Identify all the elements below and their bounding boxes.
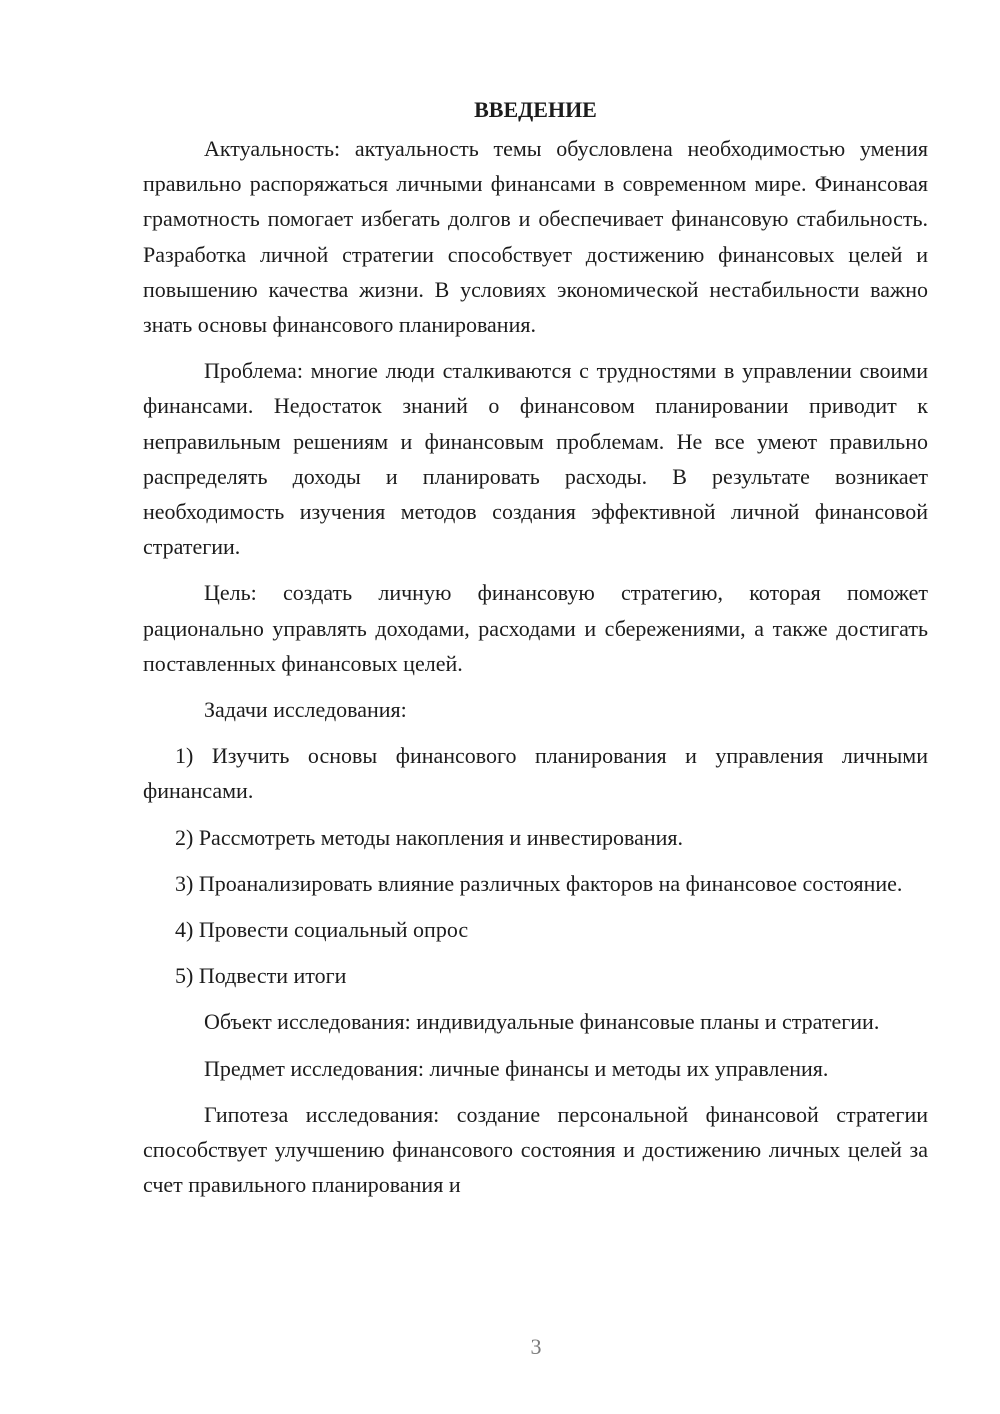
list-item: 2) Рассмотреть методы накопления и инвестирования.	[175, 824, 683, 850]
list-item: 1) Изучить основы финансового планирования и управления личными финансами.	[143, 743, 928, 804]
document-page	[143, 92, 928, 1213]
paragraph-goal: Цель: создать личную финансовую стратегию, которая поможет рационально управлять доходами, расходами и сбережениями, а также достигать поставленных финансовых целей.	[143, 580, 928, 676]
paragraph-relevance: Актуальность: актуальность темы обусловлена необходимостью умения правильно распоряжаться личными финансами в современном мире. Финансовая грамотность помогает избегать долгов и обеспечивает финансовую стабильность. Разработка личной стратегии способствует достижению финансовых целей и повышению качества жизни. В условиях экономической нестабильности важно знать основы финансового планирования.	[143, 136, 928, 338]
paragraph-object: Объект исследования: индивидуальные финансовые планы и стратегии.	[204, 1009, 880, 1035]
paragraph-problem: Проблема: многие люди сталкиваются с трудностями в управлении своими финансами. Недостаток знаний о финансовом планировании приводит к неправильным решениям и финансовым проблемам. Не все умеют правильно распределять доходы и планировать расходы. В результате возникает необходимость изучения методов создания эффективной личной финансовой стратегии.	[143, 358, 928, 560]
list-item: 5) Подвести итоги	[175, 963, 347, 989]
section-title: ВВЕДЕНИЕ	[474, 97, 597, 122]
page-number: 3	[530, 1334, 542, 1359]
paragraph-hypothesis: Гипотеза исследования: создание персональной финансовой стратегии способствует улучшению финансового состояния и достижению личных целей за счет правильного планирования и	[143, 1101, 928, 1198]
list-item: 4) Провести социальный опрос	[175, 917, 469, 943]
paragraph-tasks-heading: Задачи исследования:	[204, 697, 407, 723]
paragraph-subject: Предмет исследования: личные финансы и методы их управления.	[204, 1055, 829, 1081]
list-item: 3) Проанализировать влияние различных факторов на финансовое состояние.	[175, 870, 903, 896]
